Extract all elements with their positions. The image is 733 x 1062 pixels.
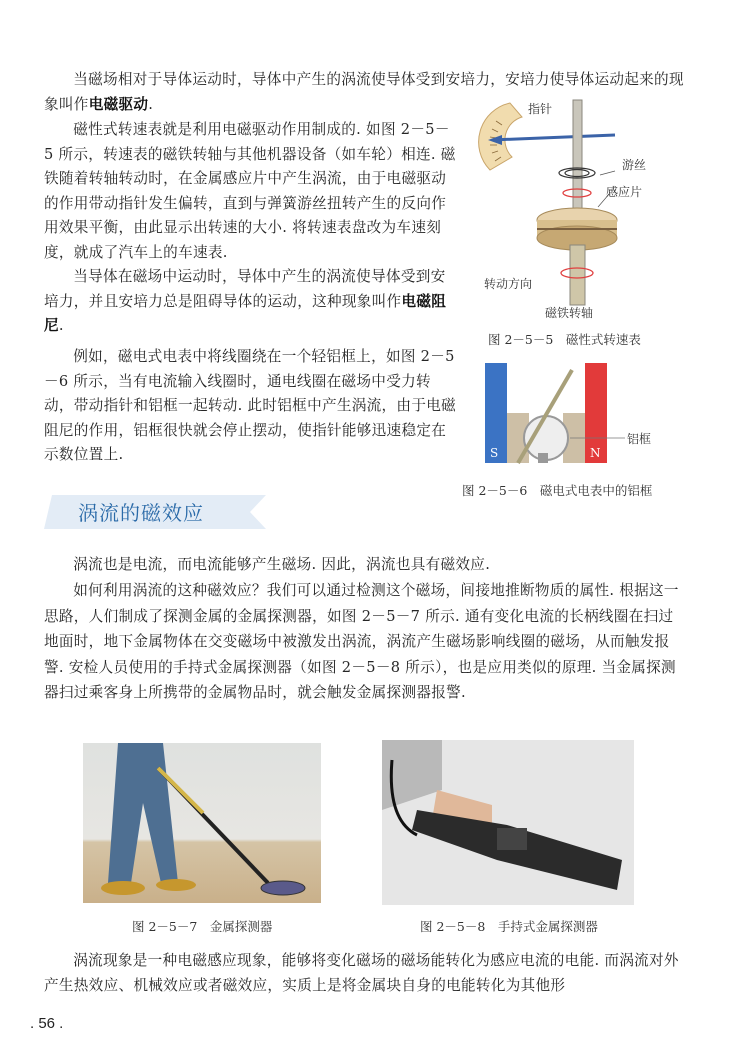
photo-metal-detector [83,743,321,903]
paragraph-tachometer: 磁性式转速表就是利用电磁驱动作用制成的. 如图 2－5－5 所示，转速表的磁铁转轴与其他机器设备（如车轮）相连. 磁铁随着转轴转动时，在金属感应片中产生涡流，由于电磁驱动的作用带动指针发生偏转，直到与弹簧游丝扭转产生的反向作用效果平衡，由此显示出转速的大小. 将转速表盘改为车速刻度，就成了汽车上的车速表. [44,121,456,261]
term-electromagnetic-drive: 电磁驱动 [88,95,149,113]
figure-tachometer [470,95,685,325]
page-number: . 56 . [30,1015,64,1032]
handheld-detector-illustration [382,740,634,905]
caption-figure-2-5-6: 图 2－5－6 磁电式电表中的铝框 [462,483,653,498]
paragraph-text: 当导体在磁场中运动时，导体中产生的涡流使导体受到安培力，并且安培力总是阻碍导体的运动，这种现象叫作 [44,268,446,310]
caption-figure-2-5-8: 图 2－5－8 手持式金属探测器 [420,919,598,934]
label-aluminum-frame: 铝框 [627,432,652,446]
magnet-south-label: S [490,446,499,460]
paragraph-energy-conversion: 涡流现象是一种电磁感应现象，能够将变化磁场的磁场能转化为感应电流的电能. 而涡流对外产生热效应、机械效应或者磁效应，实质上是将金属块自身的电能转化为其他形 [44,952,679,994]
paragraph-electromagnetic-damping [44,265,458,339]
term-electromagnetic-damping: 电磁阻尼 [44,292,447,334]
paragraph-punct: . [58,317,64,334]
label-magnet-shaft: 磁铁转轴 [545,306,594,320]
paragraph-metal-detector: 如何利用涡流的这种磁效应？我们可以通过检测这个磁场，间接地推断物质的属性. 根据这一思路，人们制成了探测金属的金属探测器，如图 2－5－7 所示. 通有变化电流的长柄线圈在扫过地面时，地下金属物体在交变磁场中被激发出涡流，涡流产生磁场影响线圈的磁场，从而触发报警. 安检人员使用的手持式金属探测器（如图 2－5－8 所示），也是应用类似的原理. 当金属探测器扫过乘客身上所携带的金属物品时，就会触发金属探测器报警. [44,582,679,701]
photo-handheld-metal-detector [382,740,634,905]
aluminum-frame-diagram [480,358,680,468]
section-heading-banner [44,495,266,529]
section-heading-title: 涡流的磁效应 [78,501,204,525]
paragraph-magnetic-effect: 涡流也是电流，而电流能够产生磁场. 因此，涡流也具有磁效应. [73,556,491,573]
caption-figure-2-5-7: 图 2－5－7 金属探测器 [132,919,273,934]
label-sensing-plate: 感应片 [606,185,643,199]
paragraph-ammeter-example: 例如，磁电式电表中将线圈绕在一个轻铝框上，如图 2－5－6 所示，当有电流输入线圈时，通电线圈在磁场中受力转动，带动指针和铝框一起转动. 此时铝框中产生涡流，由于电磁阻尼的作用，铝框很快就会停止摆动，使指针能够迅速稳定在示数位置上. [44,348,457,463]
label-hairspring: 游丝 [622,158,647,172]
paragraph-punct: . [148,95,154,113]
paragraph-text: 当磁场相对于导体运动时，导体中产生的涡流使导体受到安培力，安培力使导体运动起来的现象叫作 [44,71,684,113]
label-rotation-direction: 转动方向 [484,277,533,291]
magnet-north-label: N [590,446,601,460]
label-pointer: 指针 [528,102,553,116]
caption-figure-2-5-5: 图 2－5－5 磁性式转速表 [488,332,641,347]
figure-aluminum-frame [480,358,680,468]
metal-detector-illustration [83,743,321,903]
